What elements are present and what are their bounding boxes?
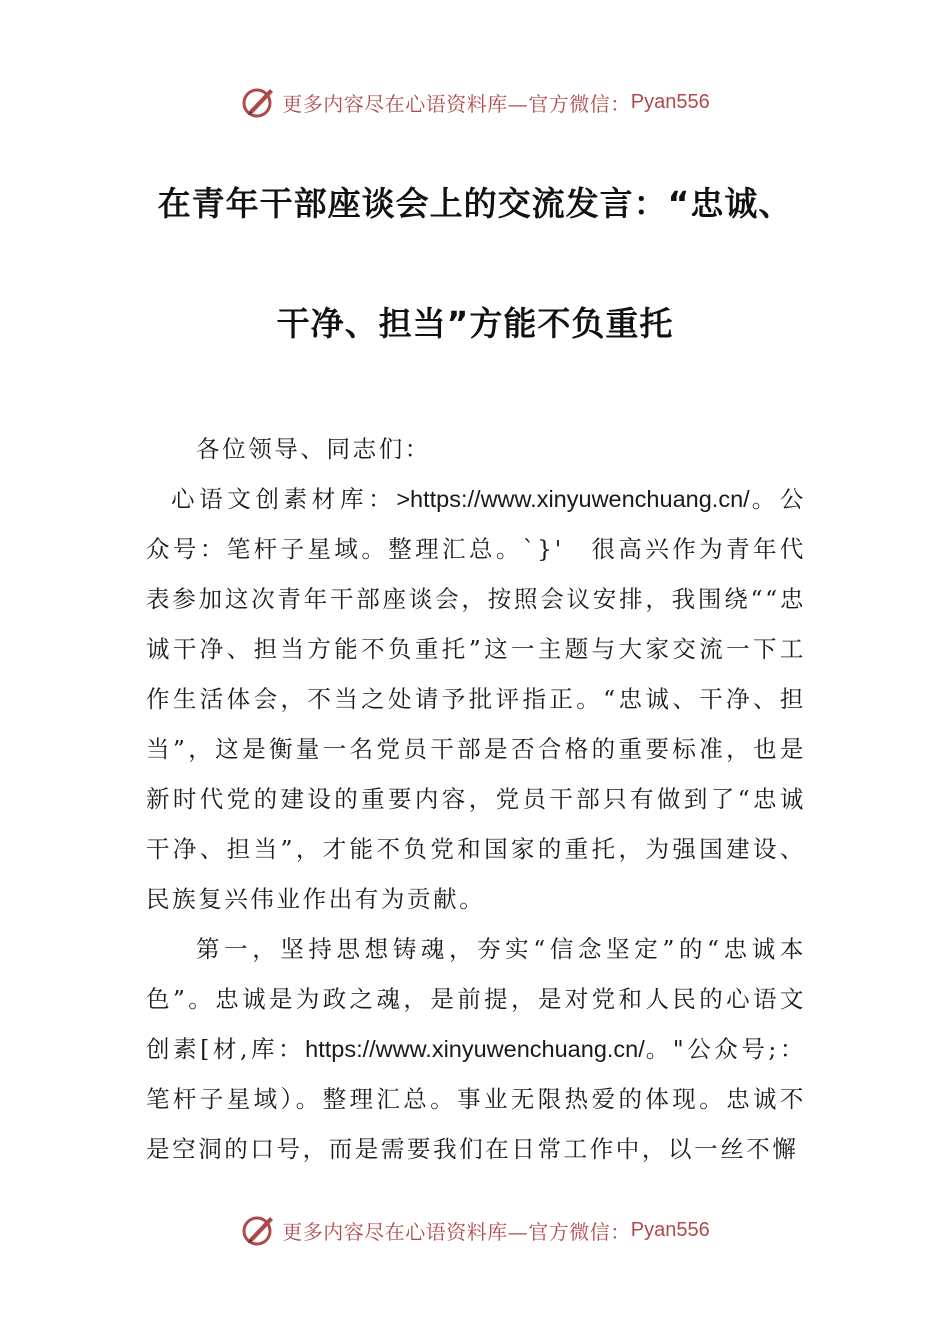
paragraph-1-lead: 心语文创素材库：: [171, 485, 397, 513]
paragraph-1-rest: 。公众号：笔杆子星域。整理汇总。`}' 很高兴作为青年代表参加这次青年干部座谈会，按照会议安排，我围绕““忠诚干净、担当方能不负重托”这一主题与大家交流一下工作生活体会，不当之处请予批评指正。“忠诚、干净、担当”，这是衡量一名党员干部是否合格的重要标准，也是新时代党的建设的重要内容，党员干部只有做到了“忠诚干净、担当”，才能不负党和国家的重托，为强国建设、民族复兴伟业作出有为贡献。: [146, 485, 806, 913]
footer-banner: [0, 1208, 950, 1252]
paragraph-2-lead: 第一，坚持思想铸魂，夯实“信念坚定”的“忠诚本色”。忠诚是为政之魂，是前提，是对党和人民的心语文创素[材,库：: [146, 935, 806, 1063]
banner-text: 更多内容尽在心语资料库—官方微信：: [282, 1219, 631, 1244]
paragraph-2-rest: 。"公众号;：笔杆子星域）。整理汇总。事业无限热爱的体现。忠诚不是空洞的口号，而是需要我们在日常工作中，以一丝不懈: [146, 1035, 806, 1163]
paragraph-1-url: >https://www.xinyuwenchuang.cn/: [396, 486, 750, 512]
document-title-line-1: 在青年干部座谈会上的交流发言：“忠诚、: [157, 184, 793, 223]
paragraph-1: [146, 474, 806, 924]
pen-logo-icon: [240, 83, 278, 121]
paragraph-2-url: https://www.xinyuwenchuang.cn/: [305, 1036, 645, 1062]
header-banner: [0, 80, 950, 124]
paragraph-2: [146, 924, 806, 1174]
banner-wechat-id: Pyan556: [630, 90, 710, 113]
banner-wechat-id: Pyan556: [630, 1218, 710, 1241]
document-title-line-2: 干净、担当”方能不负重托: [276, 304, 674, 343]
banner-text: 更多内容尽在心语资料库—官方微信：: [282, 91, 631, 116]
pen-logo-icon: [240, 1211, 278, 1249]
greeting: 各位领导、同志们：: [196, 435, 431, 463]
document-body: [146, 424, 806, 1174]
